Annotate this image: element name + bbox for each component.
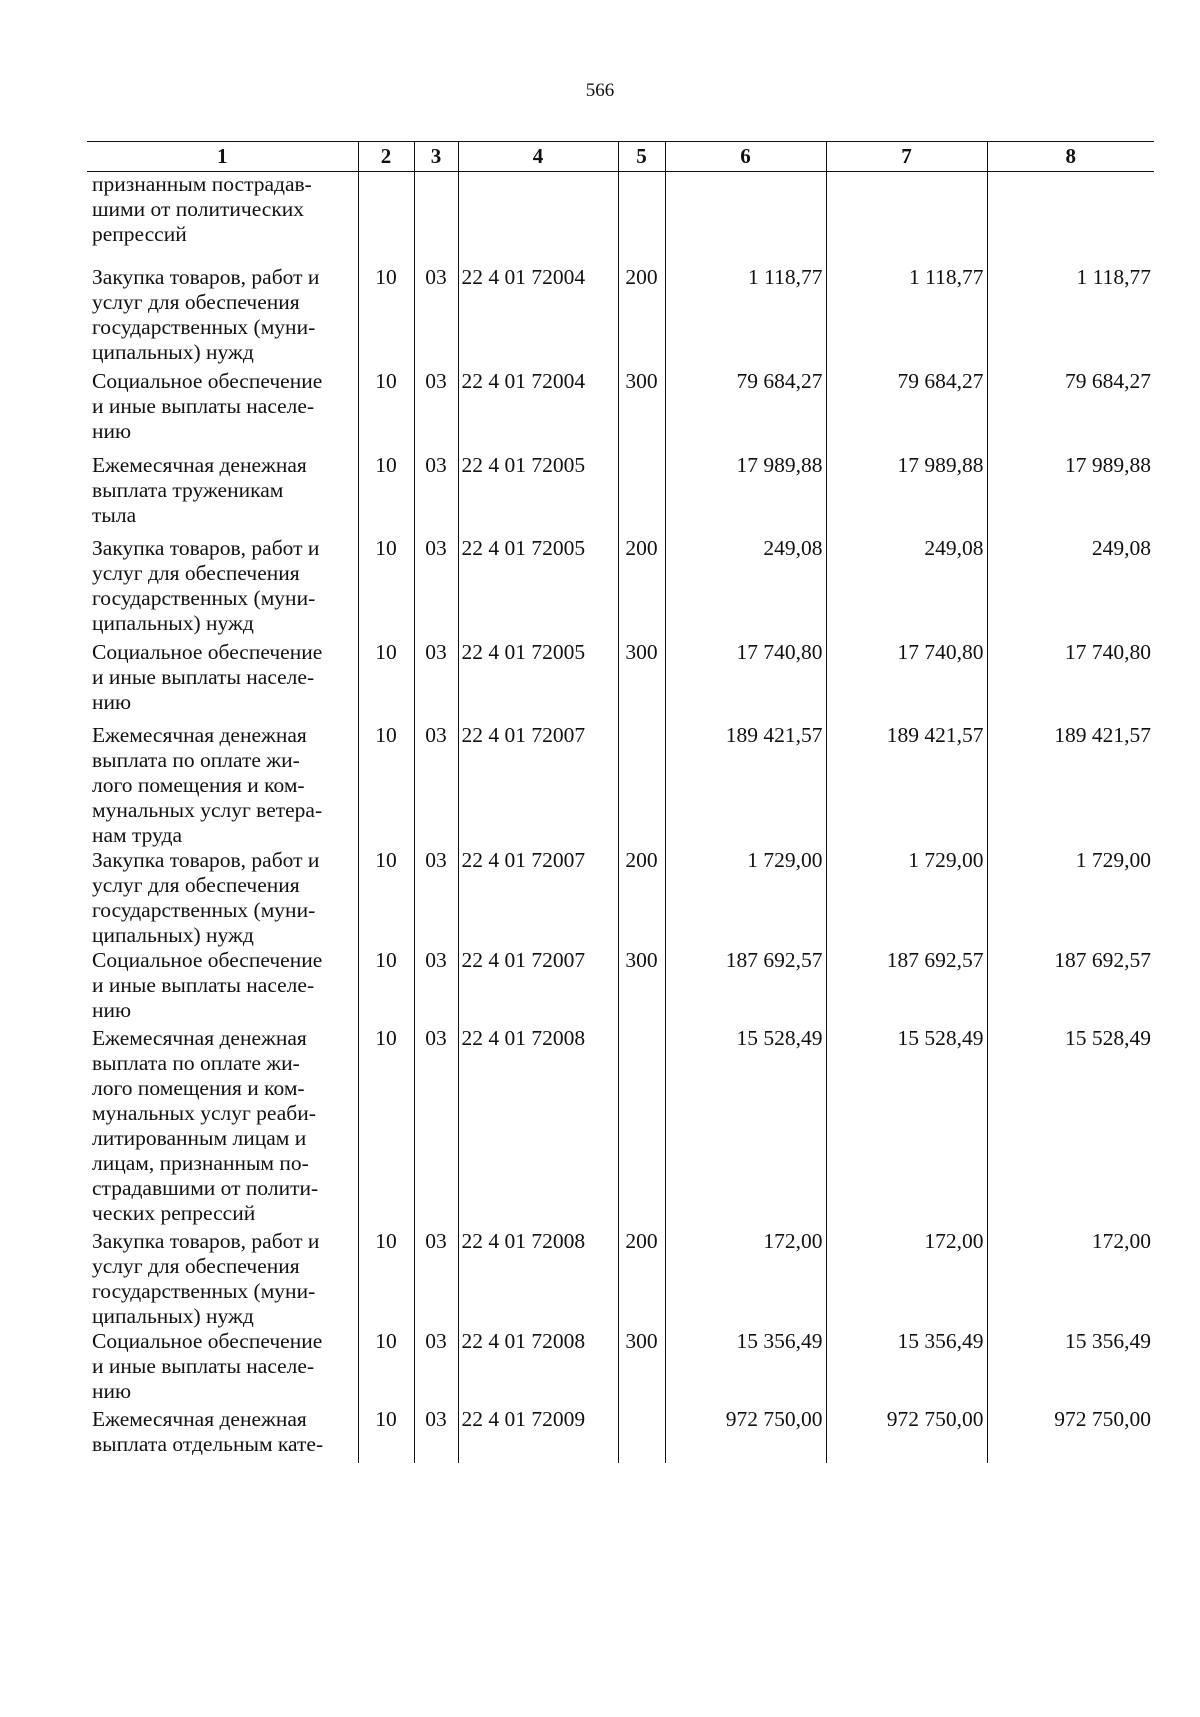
item-name-line: признанным пострадав- bbox=[92, 172, 312, 196]
item-name-line: услуг для обеспечения bbox=[92, 290, 300, 314]
cell-amount-7: 17 989,88 bbox=[826, 453, 987, 536]
item-name-line: тыла bbox=[92, 503, 137, 527]
cell-section: 10 bbox=[358, 265, 414, 369]
cell-target-code: 22 4 01 72004 bbox=[458, 265, 618, 369]
cell-subsection: 03 bbox=[414, 1026, 458, 1229]
column-header: 6 bbox=[665, 142, 826, 172]
item-name-line: выплата труженикам bbox=[92, 478, 284, 502]
cell-item-name bbox=[87, 640, 358, 723]
cell-item-name bbox=[87, 1229, 358, 1329]
cell-item-name bbox=[87, 1026, 358, 1229]
cell-item-name bbox=[87, 536, 358, 640]
cell-amount-7: 189 421,57 bbox=[826, 723, 987, 848]
table-row bbox=[87, 948, 1154, 1026]
table-row bbox=[87, 640, 1154, 723]
column-header: 2 bbox=[358, 142, 414, 172]
item-name-line: литированным лицам и bbox=[92, 1126, 307, 1150]
table-row bbox=[87, 1229, 1154, 1329]
item-name-line: и иные выплаты населе- bbox=[92, 973, 315, 997]
table-row bbox=[87, 265, 1154, 369]
cell-item-name bbox=[87, 723, 358, 848]
item-name-line: Социальное обеспечение bbox=[92, 1329, 323, 1353]
cell-amount-7: 15 528,49 bbox=[826, 1026, 987, 1229]
cell-amount-7: 15 356,49 bbox=[826, 1329, 987, 1407]
cell-item-name bbox=[87, 369, 358, 453]
item-name-line: государственных (муни- bbox=[92, 1279, 316, 1303]
cell-amount-8: 1 729,00 bbox=[987, 848, 1154, 948]
item-name-line: выплата по оплате жи- bbox=[92, 748, 300, 772]
item-name-line: нию bbox=[92, 998, 132, 1022]
cell-amount-7: 172,00 bbox=[826, 1229, 987, 1329]
item-name-line: ципальных) нужд bbox=[92, 611, 254, 635]
cell-amount-7: 17 740,80 bbox=[826, 640, 987, 723]
item-name-line: Закупка товаров, работ и bbox=[92, 536, 320, 560]
cell-amount-8: 79 684,27 bbox=[987, 369, 1154, 453]
cell-amount-6: 79 684,27 bbox=[665, 369, 826, 453]
cell-expense-type: 300 bbox=[618, 1329, 665, 1407]
cell-expense-type: 300 bbox=[618, 948, 665, 1026]
cell-expense-type: 200 bbox=[618, 536, 665, 640]
cell-item-name bbox=[87, 948, 358, 1026]
cell-amount-6: 15 356,49 bbox=[665, 1329, 826, 1407]
cell-section: 10 bbox=[358, 723, 414, 848]
cell-amount-7: 1 118,77 bbox=[826, 265, 987, 369]
cell-item-name bbox=[87, 1329, 358, 1407]
cell-expense-type bbox=[618, 723, 665, 848]
column-header: 1 bbox=[87, 142, 358, 172]
cell-expense-type: 200 bbox=[618, 265, 665, 369]
item-name-line: услуг для обеспечения bbox=[92, 873, 300, 897]
item-name-line: нам труда bbox=[92, 823, 183, 847]
cell-amount-6: 1 729,00 bbox=[665, 848, 826, 948]
cell-expense-type bbox=[618, 172, 665, 266]
cell-section: 10 bbox=[358, 948, 414, 1026]
cell-amount-8: 15 356,49 bbox=[987, 1329, 1154, 1407]
item-name-line: Социальное обеспечение bbox=[92, 948, 323, 972]
cell-target-code: 22 4 01 72005 bbox=[458, 536, 618, 640]
cell-target-code: 22 4 01 72007 bbox=[458, 948, 618, 1026]
item-name-line: нию bbox=[92, 1379, 132, 1403]
cell-amount-8: 172,00 bbox=[987, 1229, 1154, 1329]
cell-subsection: 03 bbox=[414, 369, 458, 453]
cell-expense-type bbox=[618, 453, 665, 536]
cell-amount-6: 249,08 bbox=[665, 536, 826, 640]
table-row bbox=[87, 848, 1154, 948]
item-name-line: выплата отдельным кате- bbox=[92, 1432, 324, 1456]
item-name-line: и иные выплаты населе- bbox=[92, 665, 315, 689]
cell-subsection: 03 bbox=[414, 265, 458, 369]
cell-target-code: 22 4 01 72004 bbox=[458, 369, 618, 453]
item-name-line: шими от политических bbox=[92, 197, 305, 221]
cell-expense-type: 200 bbox=[618, 1229, 665, 1329]
cell-amount-6: 15 528,49 bbox=[665, 1026, 826, 1229]
item-name-line: выплата по оплате жи- bbox=[92, 1051, 300, 1075]
item-name-line: услуг для обеспечения bbox=[92, 1254, 300, 1278]
cell-subsection: 03 bbox=[414, 948, 458, 1026]
cell-subsection: 03 bbox=[414, 640, 458, 723]
cell-amount-8: 189 421,57 bbox=[987, 723, 1154, 848]
item-name-line: государственных (муни- bbox=[92, 586, 316, 610]
cell-amount-6 bbox=[665, 172, 826, 266]
cell-subsection: 03 bbox=[414, 723, 458, 848]
cell-amount-8: 15 528,49 bbox=[987, 1026, 1154, 1229]
cell-section: 10 bbox=[358, 369, 414, 453]
cell-amount-8: 972 750,00 bbox=[987, 1407, 1154, 1463]
cell-amount-7: 1 729,00 bbox=[826, 848, 987, 948]
cell-amount-6: 972 750,00 bbox=[665, 1407, 826, 1463]
cell-target-code: 22 4 01 72008 bbox=[458, 1329, 618, 1407]
cell-amount-6: 189 421,57 bbox=[665, 723, 826, 848]
cell-target-code bbox=[458, 172, 618, 266]
table-header-row bbox=[87, 142, 1154, 172]
item-name-line: Ежемесячная денежная bbox=[92, 1026, 307, 1050]
column-header: 3 bbox=[414, 142, 458, 172]
table-row bbox=[87, 369, 1154, 453]
table-row bbox=[87, 172, 1154, 266]
table-row bbox=[87, 1329, 1154, 1407]
cell-target-code: 22 4 01 72008 bbox=[458, 1229, 618, 1329]
cell-amount-6: 187 692,57 bbox=[665, 948, 826, 1026]
cell-section: 10 bbox=[358, 848, 414, 948]
cell-section bbox=[358, 172, 414, 266]
cell-target-code: 22 4 01 72009 bbox=[458, 1407, 618, 1463]
cell-expense-type bbox=[618, 1026, 665, 1229]
cell-expense-type: 200 bbox=[618, 848, 665, 948]
cell-amount-8: 249,08 bbox=[987, 536, 1154, 640]
cell-expense-type bbox=[618, 1407, 665, 1463]
table-row bbox=[87, 453, 1154, 536]
cell-amount-6: 17 740,80 bbox=[665, 640, 826, 723]
cell-amount-8: 1 118,77 bbox=[987, 265, 1154, 369]
item-name-line: лого помещения и ком- bbox=[92, 1076, 305, 1100]
cell-item-name bbox=[87, 265, 358, 369]
item-name-line: ципальных) нужд bbox=[92, 1304, 254, 1328]
item-name-line: Закупка товаров, работ и bbox=[92, 265, 320, 289]
cell-subsection: 03 bbox=[414, 1329, 458, 1407]
item-name-line: услуг для обеспечения bbox=[92, 561, 300, 585]
cell-subsection: 03 bbox=[414, 536, 458, 640]
table-row bbox=[87, 1407, 1154, 1463]
item-name-line: Ежемесячная денежная bbox=[92, 1407, 307, 1431]
item-name-line: репрессий bbox=[92, 222, 187, 246]
cell-item-name bbox=[87, 172, 358, 266]
table-row bbox=[87, 536, 1154, 640]
cell-amount-8: 17 989,88 bbox=[987, 453, 1154, 536]
cell-subsection bbox=[414, 172, 458, 266]
cell-target-code: 22 4 01 72007 bbox=[458, 848, 618, 948]
cell-amount-6: 1 118,77 bbox=[665, 265, 826, 369]
cell-subsection: 03 bbox=[414, 848, 458, 948]
item-name-line: лого помещения и ком- bbox=[92, 773, 305, 797]
item-name-line: ческих репрессий bbox=[92, 1201, 256, 1225]
item-name-line: и иные выплаты населе- bbox=[92, 1354, 315, 1378]
cell-item-name bbox=[87, 453, 358, 536]
item-name-line: государственных (муни- bbox=[92, 315, 316, 339]
cell-amount-7 bbox=[826, 172, 987, 266]
budget-table bbox=[87, 141, 1154, 1463]
item-name-line: Закупка товаров, работ и bbox=[92, 1229, 320, 1253]
cell-section: 10 bbox=[358, 1026, 414, 1229]
cell-target-code: 22 4 01 72008 bbox=[458, 1026, 618, 1229]
cell-target-code: 22 4 01 72005 bbox=[458, 640, 618, 723]
page-number: 566 bbox=[585, 80, 615, 101]
item-name-line: ципальных) нужд bbox=[92, 923, 254, 947]
table-row bbox=[87, 1026, 1154, 1229]
item-name-line: Закупка товаров, работ и bbox=[92, 848, 320, 872]
table-row bbox=[87, 723, 1154, 848]
item-name-line: Ежемесячная денежная bbox=[92, 723, 307, 747]
cell-section: 10 bbox=[358, 453, 414, 536]
cell-subsection: 03 bbox=[414, 1229, 458, 1329]
table-body bbox=[87, 172, 1154, 1464]
item-name-line: ципальных) нужд bbox=[92, 340, 254, 364]
cell-target-code: 22 4 01 72007 bbox=[458, 723, 618, 848]
item-name-line: государственных (муни- bbox=[92, 898, 316, 922]
cell-amount-8: 187 692,57 bbox=[987, 948, 1154, 1026]
column-header: 5 bbox=[618, 142, 665, 172]
cell-section: 10 bbox=[358, 536, 414, 640]
cell-section: 10 bbox=[358, 1329, 414, 1407]
item-name-line: и иные выплаты населе- bbox=[92, 394, 315, 418]
cell-expense-type: 300 bbox=[618, 369, 665, 453]
item-name-line: Социальное обеспечение bbox=[92, 369, 323, 393]
item-name-line: Ежемесячная денежная bbox=[92, 453, 307, 477]
item-name-line: Социальное обеспечение bbox=[92, 640, 323, 664]
cell-amount-7: 249,08 bbox=[826, 536, 987, 640]
cell-subsection: 03 bbox=[414, 1407, 458, 1463]
cell-section: 10 bbox=[358, 1407, 414, 1463]
cell-amount-6: 17 989,88 bbox=[665, 453, 826, 536]
cell-expense-type: 300 bbox=[618, 640, 665, 723]
column-header: 4 bbox=[458, 142, 618, 172]
item-name-line: страдавшими от полити- bbox=[92, 1176, 319, 1200]
cell-item-name bbox=[87, 848, 358, 948]
cell-amount-6: 172,00 bbox=[665, 1229, 826, 1329]
item-name-line: лицам, признанным по- bbox=[92, 1151, 309, 1175]
column-header: 8 bbox=[987, 142, 1154, 172]
cell-amount-8: 17 740,80 bbox=[987, 640, 1154, 723]
item-name-line: нию bbox=[92, 690, 132, 714]
cell-subsection: 03 bbox=[414, 453, 458, 536]
column-header: 7 bbox=[826, 142, 987, 172]
item-name-line: мунальных услуг ветера- bbox=[92, 798, 323, 822]
item-name-line: нию bbox=[92, 419, 132, 443]
cell-section: 10 bbox=[358, 1229, 414, 1329]
cell-item-name bbox=[87, 1407, 358, 1463]
item-name-line: мунальных услуг реаби- bbox=[92, 1101, 316, 1125]
cell-amount-8 bbox=[987, 172, 1154, 266]
cell-amount-7: 187 692,57 bbox=[826, 948, 987, 1026]
cell-amount-7: 972 750,00 bbox=[826, 1407, 987, 1463]
cell-section: 10 bbox=[358, 640, 414, 723]
cell-amount-7: 79 684,27 bbox=[826, 369, 987, 453]
cell-target-code: 22 4 01 72005 bbox=[458, 453, 618, 536]
